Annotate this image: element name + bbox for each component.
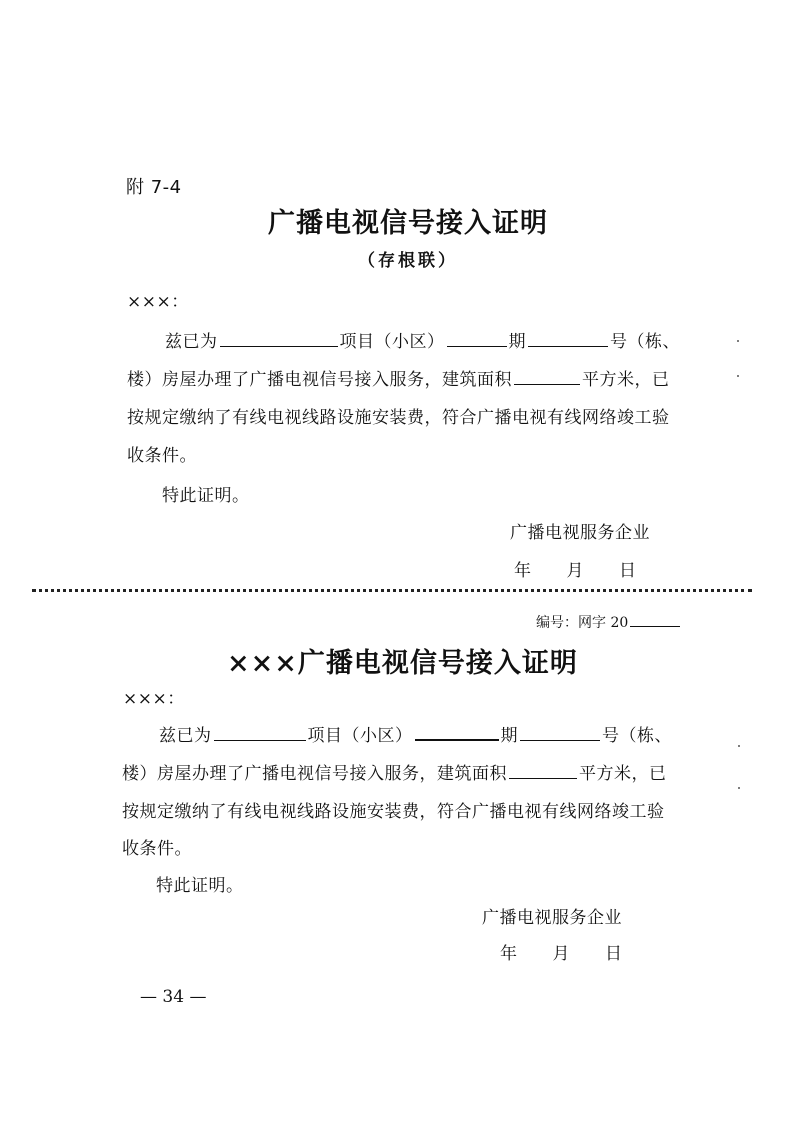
main-p1-text-a: 兹已为 — [159, 726, 212, 746]
main-p2-text-b: 平方米，已 — [579, 764, 667, 784]
stub-p1-text-c: 期 — [508, 332, 526, 352]
main-signer: 广播电视服务企业 — [482, 908, 622, 928]
stub-paragraph-line-4: 收条件。 — [127, 446, 197, 466]
main-paragraph-line-1 — [159, 721, 672, 746]
certificate-number — [536, 612, 682, 632]
stub-subtitle: （存根联） — [358, 251, 458, 271]
stub-paragraph-line-2 — [127, 365, 670, 390]
stub-blank-area — [514, 368, 580, 385]
stub-paragraph-line-1 — [165, 327, 680, 352]
number-label: 编号：网字 20 — [536, 615, 629, 631]
number-blank — [630, 613, 680, 627]
stub-blank-project — [220, 330, 338, 347]
stub-paragraph-line-3: 按规定缴纳了有线电视线路设施安装费，符合广播电视有线网络竣工验 — [127, 408, 670, 428]
stub-p1-text-a: 兹已为 — [165, 332, 218, 352]
main-blank-project — [214, 724, 306, 741]
stub-certify-text: 特此证明。 — [162, 486, 250, 506]
main-certify-text: 特此证明。 — [156, 876, 244, 896]
main-paragraph-line-3: 按规定缴纳了有线电视线路设施安装费，符合广播电视有线网络竣工验 — [122, 802, 665, 822]
attachment-label: 附 7-4 — [126, 177, 182, 198]
main-date: 年 月 日 — [500, 944, 623, 964]
stub-p1-text-d: 号（栋、 — [610, 332, 680, 352]
main-blank-building — [520, 724, 600, 741]
main-blank-phase — [415, 723, 499, 741]
stub-date: 年 月 日 — [514, 561, 637, 581]
main-p1-text-b: 项目（小区） — [307, 726, 413, 746]
main-blank-area — [509, 762, 577, 779]
stub-signer: 广播电视服务企业 — [510, 523, 650, 543]
main-p2-text-a: 楼）房屋办理了广播电视信号接入服务，建筑面积 — [122, 764, 507, 784]
stub-addressee: ×××： — [127, 292, 189, 312]
main-p1-text-d: 号（栋、 — [602, 726, 672, 746]
scan-speck — [737, 340, 739, 342]
stub-p2-text-b: 平方米，已 — [582, 370, 670, 390]
stub-title: 广播电视信号接入证明 — [268, 208, 548, 239]
stub-blank-building — [528, 330, 608, 347]
stub-p1-text-b: 项目（小区） — [339, 332, 445, 352]
scan-speck — [738, 787, 740, 789]
stub-p2-text-a: 楼）房屋办理了广播电视信号接入服务，建筑面积 — [127, 370, 512, 390]
main-addressee: ×××： — [123, 689, 185, 709]
main-title: ×××广播电视信号接入证明 — [227, 648, 578, 679]
scan-speck — [738, 745, 740, 747]
main-paragraph-line-4: 收条件。 — [122, 839, 192, 859]
main-paragraph-line-2 — [122, 759, 667, 784]
main-p1-text-c: 期 — [500, 726, 518, 746]
scan-speck — [737, 375, 739, 377]
stub-blank-phase — [447, 330, 507, 347]
tear-off-line — [32, 589, 752, 592]
page-number: — 34 — — [140, 987, 207, 1007]
